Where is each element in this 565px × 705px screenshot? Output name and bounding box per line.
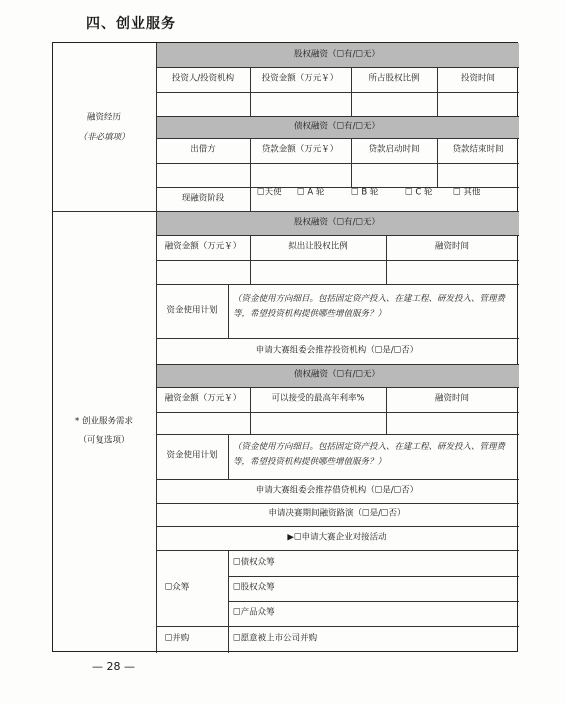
- fund-use-text-1[interactable]: （资金使用方向细目。包括固定资产投入、在建工程、研发投入、管理费等，希望投资机构提供哪些增值服务？）: [233, 294, 506, 319]
- crowdfunding-option-product[interactable]: ☐产品众筹: [233, 607, 275, 618]
- history-debt-input-end[interactable]: [438, 164, 518, 186]
- history-debt-input-lender[interactable]: [157, 164, 249, 186]
- needs-debt-col-rate: 可以接受的最高年利率%: [271, 393, 365, 404]
- needs-debt-input-rate[interactable]: [251, 413, 385, 433]
- stage-option-b[interactable]: ☐ B 轮: [351, 187, 379, 198]
- needs-debt-col-amount: 融资金额（万元￥）: [164, 393, 242, 404]
- needs-equity-col-ratio: 拟出让股权比例: [288, 241, 348, 252]
- roadshow-request[interactable]: 申请决赛期间融资路演（☐是/☐否）: [268, 508, 406, 519]
- needs-debt-header: 债权融资（☐有/☐无）: [293, 369, 381, 380]
- stage-option-a[interactable]: ☐ A 轮: [297, 187, 325, 198]
- crowdfunding-option-debt[interactable]: ☐债权众筹: [233, 557, 275, 568]
- history-equity-col-time: 投资时间: [460, 73, 496, 84]
- section-heading: 四、创业服务: [86, 16, 176, 32]
- stage-label: 现融资阶段: [181, 193, 225, 204]
- merger-checkbox[interactable]: ☐并购: [164, 633, 190, 644]
- history-debt-col-start: 贷款启动时间: [368, 144, 420, 155]
- history-debt-input-start[interactable]: [352, 164, 436, 186]
- history-debt-col-end: 贷款结束时间: [452, 144, 504, 155]
- history-debt-col-amount: 贷款金额（万元￥）: [261, 144, 339, 155]
- fund-use-label-1: 资金使用计划: [166, 305, 218, 316]
- fund-use-text-2[interactable]: （资金使用方向细目。包括固定资产投入、在建工程、研发投入、管理费等，希望投资机构提供哪些增值服务？）: [233, 442, 506, 467]
- stage-option-angel[interactable]: ☐天使: [257, 187, 282, 198]
- history-note: （非必填项）: [78, 132, 130, 143]
- needs-note: （可复选项）: [78, 435, 130, 446]
- stage-option-other[interactable]: ☐ 其他: [453, 187, 481, 198]
- history-equity-input-amount[interactable]: [251, 93, 350, 115]
- history-debt-input-amount[interactable]: [251, 164, 350, 186]
- needs-equity-input-time[interactable]: [387, 261, 518, 283]
- history-equity-header: 股权融资（☐有/☐无）: [293, 49, 381, 60]
- history-debt-col-lender: 出借方: [190, 144, 216, 155]
- history-equity-col-amount: 投资金额（万元￥）: [261, 73, 339, 84]
- needs-label: * 创业服务需求: [75, 416, 133, 427]
- needs-equity-col-amount: 融资金额（万元￥）: [164, 241, 242, 252]
- stage-option-c[interactable]: ☐ C 轮: [405, 187, 433, 198]
- history-equity-input-investor[interactable]: [157, 93, 249, 115]
- docking-request[interactable]: ▶☐申请大赛企业对接活动: [287, 532, 387, 543]
- crowdfunding-checkbox[interactable]: ☐众筹: [164, 582, 190, 593]
- history-label: 融资经历: [86, 112, 122, 123]
- history-equity-input-time[interactable]: [438, 93, 518, 115]
- startup-service-table: [52, 42, 518, 652]
- needs-equity-input-ratio[interactable]: [251, 261, 385, 283]
- recommend-investor[interactable]: 申请大赛组委会推荐投资机构（☐是/☐否）: [255, 345, 419, 356]
- history-equity-col-investor: 投资人/投资机构: [171, 73, 235, 84]
- recommend-lender[interactable]: 申请大赛组委会推荐借贷机构（☐是/☐否）: [255, 485, 419, 496]
- page-number: — 28 —: [92, 660, 135, 673]
- history-equity-col-ratio: 所占股权比例: [368, 73, 420, 84]
- needs-equity-input-amount[interactable]: [157, 261, 249, 283]
- merger-option[interactable]: ☐愿意被上市公司并购: [233, 633, 318, 644]
- crowdfunding-option-equity[interactable]: ☐股权众筹: [233, 582, 275, 593]
- needs-equity-col-time: 融资时间: [434, 241, 470, 252]
- needs-equity-header: 股权融资（☐有/☐无）: [293, 217, 381, 228]
- fund-use-label-2: 资金使用计划: [166, 450, 218, 461]
- needs-debt-input-time[interactable]: [387, 413, 518, 433]
- needs-debt-col-time: 融资时间: [434, 393, 470, 404]
- needs-debt-input-amount[interactable]: [157, 413, 249, 433]
- history-debt-header: 债权融资（☐有/☐无）: [293, 121, 381, 132]
- history-equity-input-ratio[interactable]: [352, 93, 436, 115]
